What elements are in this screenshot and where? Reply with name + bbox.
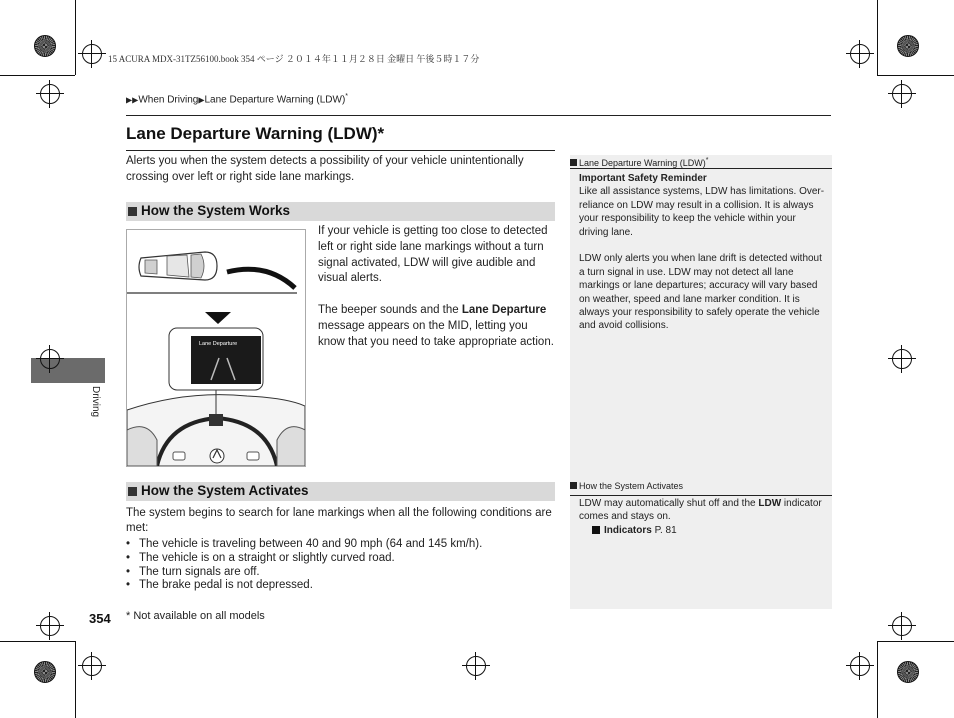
crop-mark (877, 641, 954, 642)
title-rule (126, 150, 555, 151)
page-number: 354 (89, 611, 111, 626)
crop-mark (75, 641, 76, 718)
activates-intro: The system begins to search for lane markings when all the following conditions are met: (126, 507, 552, 535)
registration-mark-icon (888, 612, 916, 640)
section-heading-works (126, 202, 555, 221)
sidebar-notes (570, 155, 832, 609)
list-item: • The turn signals are off. (126, 566, 556, 580)
registration-mark-icon (36, 80, 64, 108)
note1-paragraph-1: Like all assistance systems, LDW has limitations. Over-reliance on LDW may result in a collision. It is always your responsibility to keep the vehicle within your driving lane. (579, 186, 825, 238)
note1-body (579, 172, 825, 346)
registration-mark-icon (888, 345, 916, 373)
breadcrumb (126, 93, 348, 105)
color-rosette-icon (897, 35, 919, 57)
registration-mark-icon (36, 612, 64, 640)
registration-mark-icon (462, 652, 490, 680)
registration-mark-icon (846, 40, 874, 68)
color-rosette-icon (34, 661, 56, 683)
xref-arrow-icon (592, 526, 600, 534)
section-heading-activates-label: How the System Activates (141, 483, 309, 498)
section-heading-works-label: How the System Works (141, 203, 291, 218)
registration-mark-icon (888, 80, 916, 108)
note1-header: Lane Departure Warning (LDW)* (570, 157, 708, 168)
list-item: • The vehicle is traveling between 40 and 90 mph (64 and 145 km/h). (126, 538, 556, 552)
page-title-asterisk: * (377, 124, 385, 143)
ldw-illustration (126, 229, 306, 467)
note2-rule (570, 495, 832, 496)
registration-mark-icon (36, 345, 64, 373)
page-title-text: Lane Departure Warning (LDW) (126, 124, 378, 143)
breadcrumb-asterisk: * (345, 93, 349, 100)
crop-mark (0, 641, 75, 642)
list-item: • The brake pedal is not depressed. (126, 579, 556, 593)
color-rosette-icon (897, 661, 919, 683)
crop-mark (877, 641, 878, 718)
works-paragraph-1: If your vehicle is getting too close to detected left or right side lane markings without a turn signal activated, LDW will give audible and visual alerts. (318, 225, 548, 285)
crop-mark (877, 75, 954, 76)
footnote: * Not available on all models (126, 610, 265, 622)
breadcrumb-arrow-icon: ▶▶ (126, 95, 139, 105)
print-header: 15 ACURA MDX-31TZ56100.book 354 ページ ２０１４年１１月２８日 金曜日 午後５時１７分 (108, 54, 480, 64)
registration-mark-icon (846, 652, 874, 680)
chapter-tab-label: Driving (90, 386, 101, 418)
note1-paragraph-2: LDW only alerts you when lane drift is detected without a turn signal in use. LDW may not detect all lane markings or lane departures; accuracy will vary based on weather, speed and lane marker condition. It is always your responsibility to safely operate the vehicle and avoid collisions. (579, 253, 822, 332)
header-rule (126, 115, 831, 116)
note1-rule (570, 168, 832, 169)
intro-text: Alerts you when the system detects a possibility of your vehicle unintentionally crossing over left or right side lane markings. (126, 155, 524, 183)
registration-mark-icon (78, 40, 106, 68)
conditions-list (126, 538, 556, 593)
crop-mark (0, 75, 75, 76)
section-square-icon (128, 487, 137, 496)
note2-header: How the System Activates (570, 481, 683, 491)
registration-mark-icon (78, 652, 106, 680)
section-heading-activates (126, 482, 555, 501)
note2-body (579, 497, 825, 537)
list-item: • The vehicle is on a straight or slightly curved road. (126, 552, 556, 566)
crop-mark (877, 0, 878, 75)
car-top-view-icon (139, 252, 217, 280)
note2-paragraph: LDW may automatically shut off and the LDW indicator comes and stays on. (579, 498, 822, 523)
note1-title: Important Safety Reminder (579, 173, 707, 184)
down-arrow-icon (205, 312, 231, 324)
ldw-illustration-svg (127, 230, 305, 466)
note-icon (570, 159, 577, 166)
section-square-icon (128, 207, 137, 216)
breadcrumb-arrow-icon: ▶ (198, 95, 205, 105)
note-icon (570, 482, 577, 489)
works-paragraph-2: The beeper sounds and the Lane Departure message appears on the MID, letting you know that you need to take appropriate action. (318, 303, 554, 348)
lane-curve-line (227, 269, 295, 288)
crop-mark (75, 0, 76, 75)
indicators-link[interactable]: Indicators P. 81 (592, 524, 825, 537)
mid-screen-label: Lane Departure (199, 341, 238, 347)
works-text (318, 224, 556, 350)
color-rosette-icon (34, 35, 56, 57)
breadcrumb-level1[interactable]: When Driving (138, 94, 199, 106)
breadcrumb-level2[interactable]: Lane Departure Warning (LDW) (204, 94, 346, 106)
page-title (126, 124, 384, 144)
